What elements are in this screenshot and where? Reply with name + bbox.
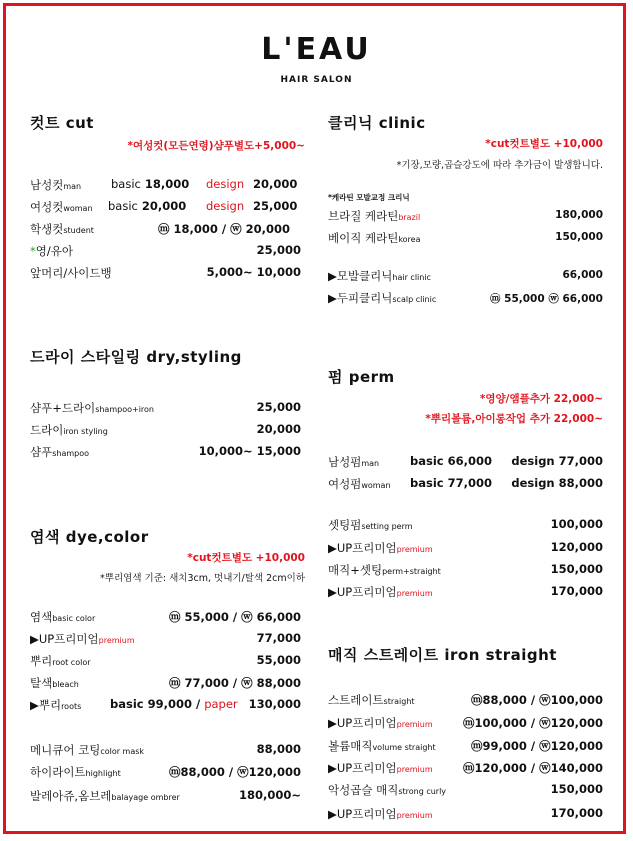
dye-row-roots-basic: basic 99,000 / paper <box>110 697 238 711</box>
perm-row-premium1: ▶UP프리미엄premium <box>328 541 433 555</box>
cut-row-man-design: design <box>206 177 245 191</box>
cut-row-student: 학생컷student <box>30 222 94 236</box>
magic-title: 매직 스트레이트 iron straight <box>328 646 557 664</box>
cut-row-woman-dval: 25,000 <box>253 199 298 213</box>
clinic-row-hair-price: 66,000 <box>562 269 603 281</box>
dry-row-1-price: 25,000 <box>256 400 301 414</box>
dye-row-balayage: 발레아쥬,옴브레balayage ombrer <box>30 789 180 803</box>
magic-row-2-price: ⓜ100,000 / ⓦ120,000 <box>463 716 603 730</box>
perm-row-woman-design: design 88,000 <box>511 476 603 490</box>
perm-row-premium2: ▶UP프리미엄premium <box>328 585 433 599</box>
perm-row-man: 남성펌man <box>328 455 380 469</box>
magic-row-2: ▶UP프리미엄premium <box>328 716 433 730</box>
cut-note: *여성컷(모든연령)샴푸별도+5,000~ <box>127 140 305 152</box>
magic-row-1: 스트레이트straight <box>328 693 415 707</box>
clinic-row-scalp: ▶두피클리닉scalp clinic <box>328 291 437 305</box>
magic-row-6: ▶UP프리미엄premium <box>328 807 433 821</box>
dry-title: 드라이 스타일링 dry,styling <box>30 348 242 366</box>
dye-row-basic: 염색basic color <box>30 610 96 624</box>
perm-row-woman-basic: basic 77,000 <box>410 476 492 490</box>
clinic-title: 클리닉 clinic <box>328 114 426 132</box>
magic-row-1-price: ⓜ88,000 / ⓦ100,000 <box>471 693 603 707</box>
perm-row-magic-setting: 매직+셋팅perm+straight <box>328 563 441 577</box>
cut-row-kids-price: 25,000 <box>256 243 301 257</box>
dye-row-root-price: 55,000 <box>256 653 301 667</box>
dye-row-bleach-price: ⓜ 77,000 / ⓦ 88,000 <box>169 676 301 690</box>
dye-title: 염색 dye,color <box>30 528 149 546</box>
dye-row-highlight-price: ⓜ88,000 / ⓦ120,000 <box>169 765 301 779</box>
cut-row-man-basic: basic 18,000 <box>111 177 190 191</box>
perm-row-magic-setting-price: 150,000 <box>550 562 603 576</box>
cut-row-man-dval: 20,000 <box>253 177 298 191</box>
brand-logo: L'EAU <box>261 32 372 67</box>
magic-row-5: 악성곱슬 매직strong curly <box>328 783 447 797</box>
brand-subtitle: HAIR SALON <box>280 75 353 85</box>
clinic-row-brazil-price: 180,000 <box>555 209 603 221</box>
cut-title: 컷트 cut <box>30 114 94 132</box>
cut-row-student-price: ⓜ 18,000 / ⓦ 20,000 <box>158 222 290 236</box>
magic-row-5-price: 150,000 <box>550 782 603 796</box>
perm-row-setting: 셋팅펌setting perm <box>328 518 413 532</box>
perm-row-premium2-price: 170,000 <box>550 584 603 598</box>
dye-note: *cut컷트별도 +10,000 <box>187 552 305 564</box>
clinic-row-brazil: 브라질 케라틴brazil <box>328 209 421 223</box>
dye-note2: *뿌리염색 기준: 새치3cm, 멋내기/탈색 2cm이하 <box>100 573 305 584</box>
clinic-row-hair: ▶모발클리닉hair clinic <box>328 269 431 283</box>
magic-row-3-price: ⓜ99,000 / ⓦ120,000 <box>471 739 603 753</box>
magic-row-4-price: ⓜ120,000 / ⓦ140,000 <box>463 761 603 775</box>
cut-row-kids: *영/유아 <box>30 244 73 258</box>
clinic-note: *cut컷트별도 +10,000 <box>485 138 603 150</box>
magic-row-6-price: 170,000 <box>550 806 603 820</box>
cut-row-bangs-price: 5,000~ 10,000 <box>206 265 301 279</box>
cut-row-woman-basic: basic 20,000 <box>108 199 187 213</box>
dry-row-1: 샴푸+드라이shampoo+iron <box>30 401 154 415</box>
dye-row-roots-price: 130,000 <box>248 697 301 711</box>
dye-row-premium: ▶UP프리미엄premium <box>30 632 135 646</box>
clinic-note2: *기장,모량,곱슬강도에 따라 추가금이 발생합니다. <box>396 160 603 171</box>
clinic-subhead: *케라틴 모발교정 크리닉 <box>328 193 410 202</box>
perm-title: 펌 perm <box>328 368 395 386</box>
dye-row-mask: 메니큐어 코팅color mask <box>30 743 145 757</box>
magic-row-4: ▶UP프리미엄premium <box>328 761 433 775</box>
dye-row-roots: ▶뿌리roots <box>30 698 82 712</box>
clinic-row-scalp-price: ⓜ 55,000 ⓦ 66,000 <box>489 293 603 305</box>
perm-row-setting-price: 100,000 <box>550 517 603 531</box>
dye-row-balayage-price: 180,000~ <box>238 788 301 802</box>
perm-note2: *뿌리볼륨,아이롱작업 추가 22,000~ <box>425 413 603 425</box>
dye-row-bleach: 탈색bleach <box>30 676 79 690</box>
dye-row-premium-price: 77,000 <box>256 631 301 645</box>
cut-row-woman: 여성컷woman <box>30 200 93 214</box>
dye-row-mask-price: 88,000 <box>256 742 301 756</box>
cut-row-man: 남성컷man <box>30 178 82 192</box>
cut-row-bangs: 앞머리/사이드뱅 <box>30 266 112 280</box>
dry-row-2-price: 20,000 <box>256 422 301 436</box>
cut-row-woman-design: design <box>206 199 245 213</box>
perm-note: *영양/앰플추가 22,000~ <box>479 393 603 405</box>
dry-row-2: 드라이iron styling <box>30 423 108 437</box>
dye-row-highlight: 하이라이트highlight <box>30 765 121 779</box>
dry-row-3-price: 10,000~ 15,000 <box>198 444 301 458</box>
dye-row-basic-price: ⓜ 55,000 / ⓦ 66,000 <box>169 610 301 624</box>
magic-row-3: 볼륨매직volume straight <box>328 739 436 753</box>
clinic-row-korea: 베이직 케라틴korea <box>328 231 421 245</box>
perm-row-premium1-price: 120,000 <box>550 540 603 554</box>
perm-row-man-basic: basic 66,000 <box>410 454 492 468</box>
perm-row-woman: 여성펌woman <box>328 477 391 491</box>
clinic-row-korea-price: 150,000 <box>555 231 603 243</box>
dye-row-root: 뿌리root color <box>30 654 91 668</box>
perm-row-man-design: design 77,000 <box>511 454 603 468</box>
dry-row-3: 샴푸shampoo <box>30 445 90 459</box>
